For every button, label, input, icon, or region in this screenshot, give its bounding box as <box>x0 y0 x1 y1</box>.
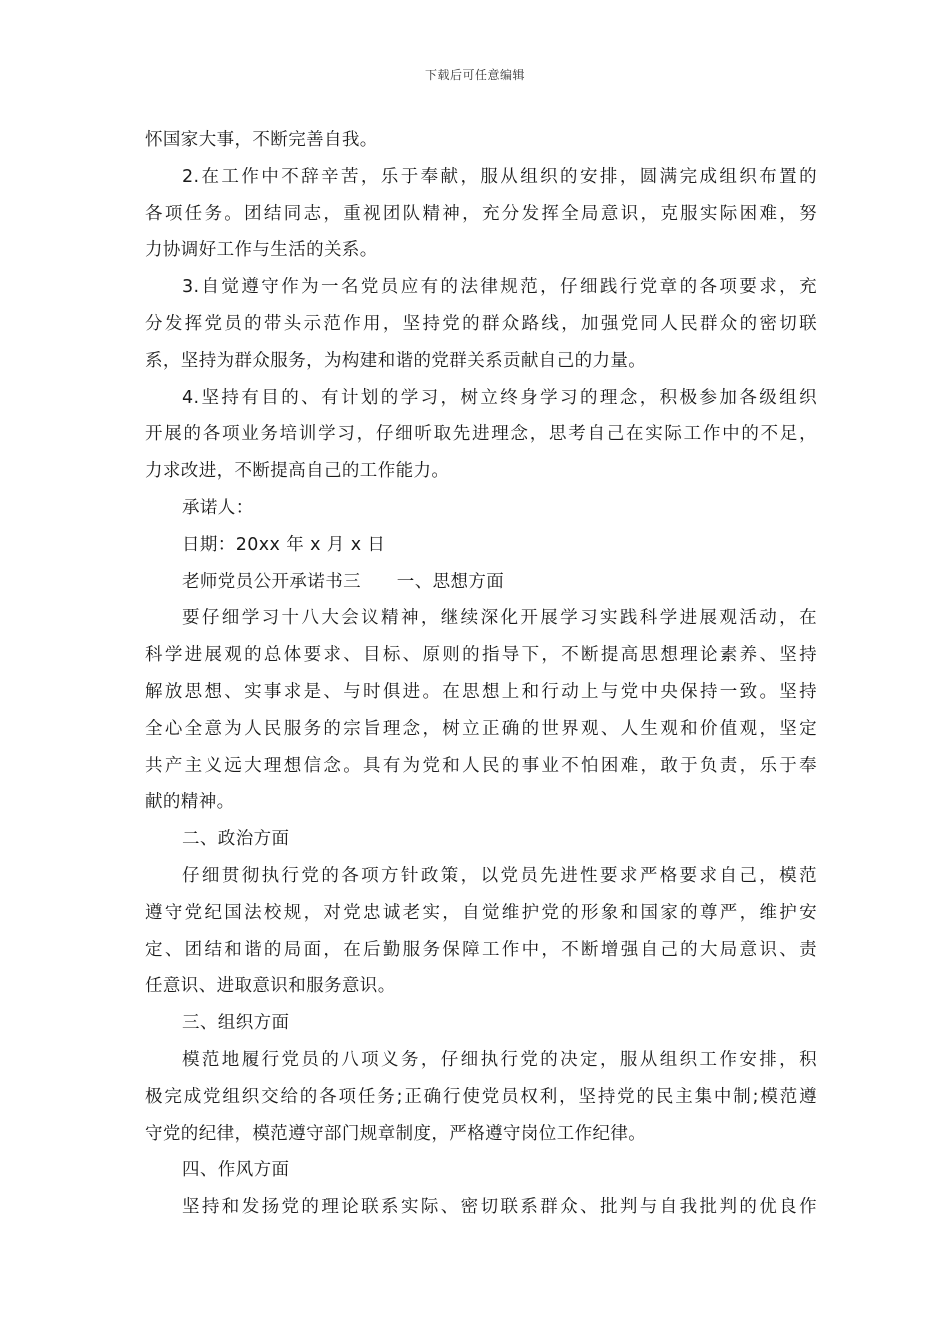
text-line: 分发挥党员的带头示范作用，坚持党的群众路线，加强党同人民群众的密切联 <box>145 313 817 334</box>
text-line: 四、作风方面 <box>182 1160 290 1181</box>
text-line: 二、政治方面 <box>182 829 290 850</box>
text-line: 承诺人： <box>182 497 254 518</box>
text-line: 力求改进，不断提高自己的工作能力。 <box>145 461 450 482</box>
text-line: 日期：20xx 年 x 月 x 日 <box>182 534 386 555</box>
text-line: 系，坚持为群众服务，为构建和谐的党群关系贡献自己的力量。 <box>145 350 647 371</box>
text-line: 全心全意为人民服务的宗旨理念，树立正确的世界观、人生观和价值观，坚定 <box>145 718 817 739</box>
text-line: 献的精神。 <box>145 792 235 813</box>
text-line: 开展的各项业务培训学习，仔细听取先进理念，思考自己在实际工作中的不足， <box>145 424 817 445</box>
text-line: 科学进展观的总体要求、目标、原则的指导下，不断提高思想理论素养、坚持 <box>145 645 817 666</box>
text-line: 解放思想、实事求是、与时俱进。在思想上和行动上与党中央保持一致。坚持 <box>145 681 817 702</box>
text-line: 要仔细学习十八大会议精神，继续深化开展学习实践科学进展观活动，在 <box>182 608 817 629</box>
text-line: 任意识、进取意识和服务意识。 <box>145 976 396 997</box>
text-line: 模范地履行党员的八项义务，仔细执行党的决定，服从组织工作安排，积 <box>182 1049 817 1070</box>
text-line: 共产主义远大理想信念。具有为党和人民的事业不怕困难，敢于负责，乐于奉 <box>145 755 817 776</box>
page-header: 下载后可任意编辑 <box>424 68 525 82</box>
text-line: 坚持和发扬党的理论联系实际、密切联系群众、批判与自我批判的优良作 <box>182 1197 817 1218</box>
text-line: 三、组织方面 <box>182 1013 290 1034</box>
text-line: 老师党员公开承诺书三 一、思想方面 <box>182 571 505 592</box>
text-line: 各项任务。团结同志，重视团队精神，充分发挥全局意识，克服实际困难，努 <box>145 203 817 224</box>
text-line: 定、团结和谐的局面，在后勤服务保障工作中，不断增强自己的大局意识、责 <box>145 939 817 960</box>
text-line: 4.坚持有目的、有计划的学习，树立终身学习的理念，积极参加各级组织 <box>182 387 817 408</box>
text-line: 守党的纪律，模范遵守部门规章制度，严格遵守岗位工作纪律。 <box>145 1123 647 1144</box>
text-line: 仔细贯彻执行党的各项方针政策，以党员先进性要求严格要求自己，模范 <box>182 865 817 886</box>
text-line: 遵守党纪国法校规，对党忠诚老实，自觉维护党的形象和国家的尊严，维护安 <box>145 902 817 923</box>
document-body <box>145 122 817 1226</box>
text-line: 力协调好工作与生活的关系。 <box>145 240 378 261</box>
text-line: 3.自觉遵守作为一名党员应有的法律规范，仔细践行党章的各项要求，充 <box>182 277 817 298</box>
text-line: 2.在工作中不辞辛苦，乐于奉献，服从组织的安排，圆满完成组织布置的 <box>182 166 817 187</box>
text-line: 怀国家大事，不断完善自我。 <box>145 130 378 150</box>
text-line: 极完成党组织交给的各项任务;正确行使党员权利，坚持党的民主集中制;模范遵 <box>145 1086 817 1107</box>
